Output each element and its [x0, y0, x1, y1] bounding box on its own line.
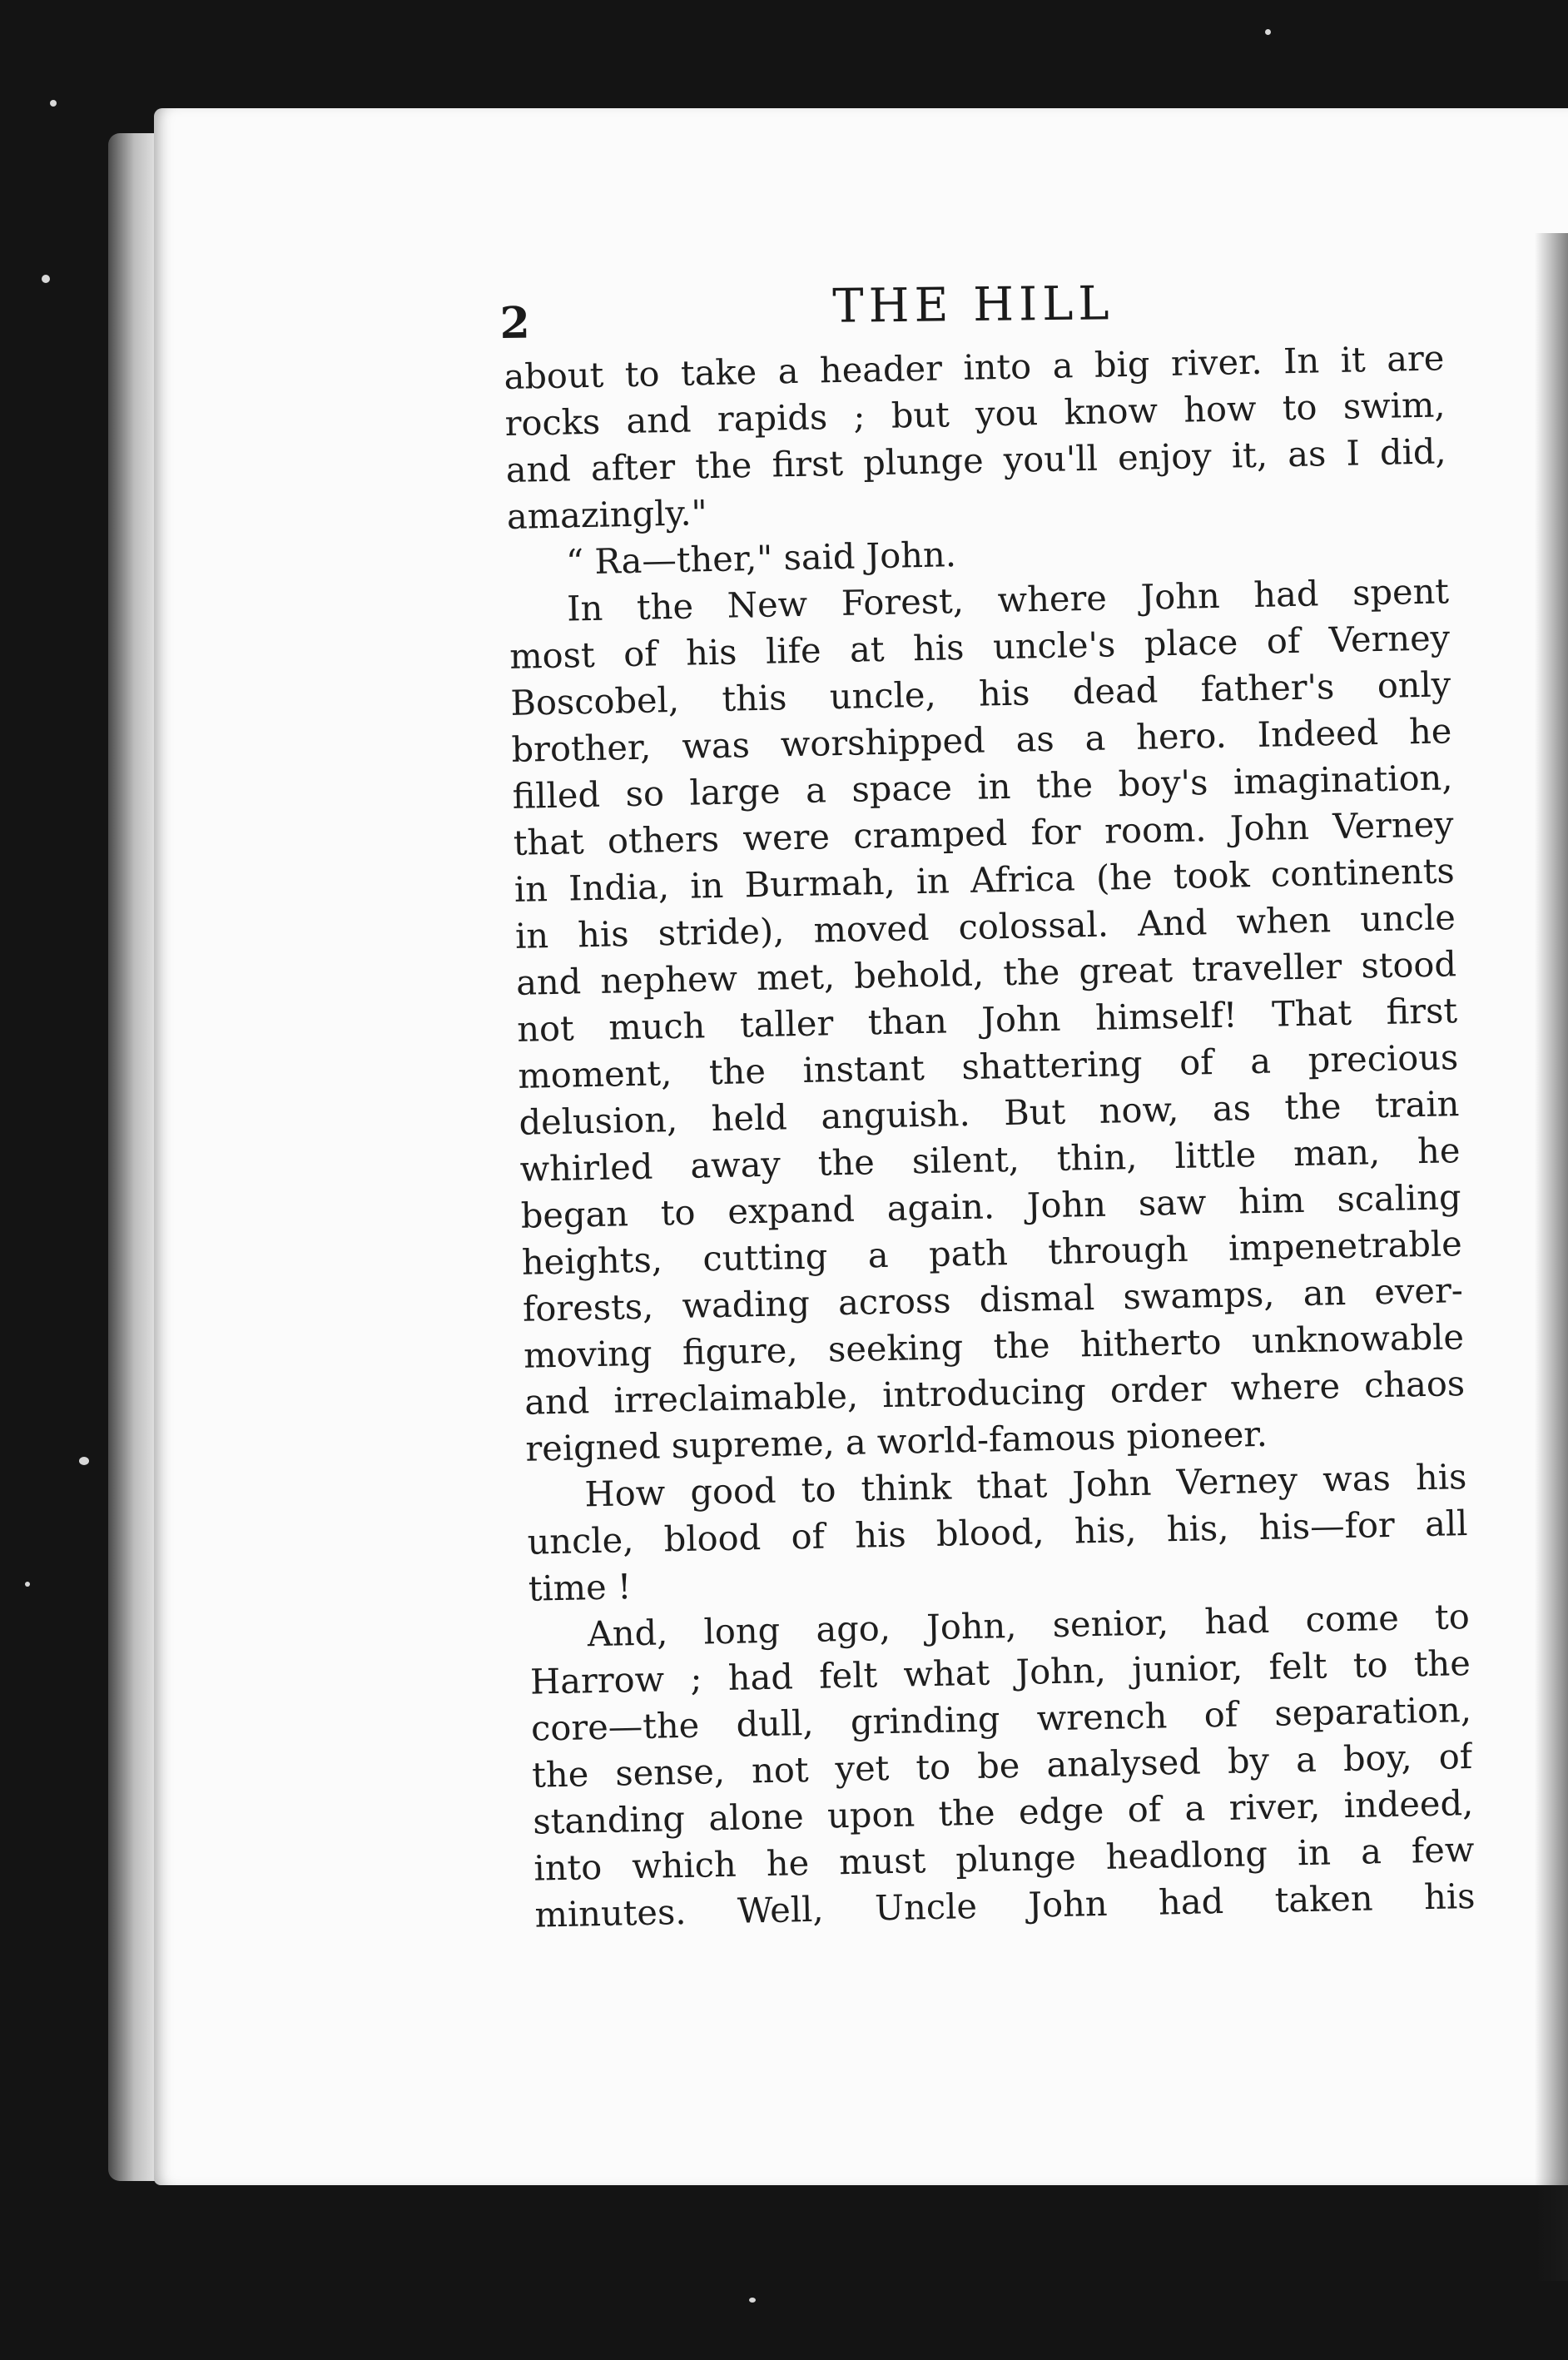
text-line: amazingly." — [506, 492, 708, 537]
text-line: Boscobel, this uncle, his dead father's only — [509, 663, 1451, 723]
text-line: moment, the instant shattering of a precious — [517, 1036, 1459, 1096]
text-line: and nephew met, behold, the great traveller stood — [515, 943, 1457, 1003]
text-line: moving figure, seeking the hitherto unknowable — [523, 1316, 1465, 1376]
text-line: the sense, not yet to be analysed by a boy, of — [531, 1735, 1473, 1796]
page-number: 2 — [499, 297, 531, 349]
body-text — [504, 335, 1476, 1938]
dust-speck — [749, 2298, 756, 2303]
running-title: THE HILL — [831, 276, 1114, 334]
text-line: that others were cramped for room. John Verney — [513, 803, 1455, 863]
text-line: “ Ra—ther," said John. — [565, 534, 957, 583]
text-line: delusion, held anguish. But now, as the train — [519, 1083, 1460, 1143]
text-line: Harrow ; had felt what John, junior, felt to the — [529, 1642, 1471, 1702]
text-line: about to take a header into a big river. In it are — [504, 337, 1445, 397]
text-line: and irreclaimable, introducing order where chaos — [523, 1363, 1466, 1423]
text-line: rocks and rapids ; but you know how to swim, — [504, 384, 1446, 444]
dust-speck — [1265, 29, 1271, 35]
text-line: core—the dull, grinding wrench of separation, — [530, 1688, 1472, 1749]
text-line: whirled away the silent, thin, little man, he — [519, 1130, 1461, 1190]
text-line: most of his life at his uncle's place of Verney — [509, 617, 1451, 677]
dust-speck — [79, 1457, 89, 1465]
text-line: uncle, blood of his blood, his, his, his—for all — [527, 1503, 1468, 1563]
text-line: filled so large a space in the boy's imagination, — [512, 757, 1453, 817]
dust-speck — [50, 100, 57, 107]
text-line: reigned supreme, a world-famous pioneer. — [524, 1413, 1268, 1469]
page-gutter-shadow — [1535, 233, 1568, 2281]
text-line: minutes. Well, Uncle John had taken his — [534, 1875, 1476, 1935]
text-line: brother, was worshipped as a hero. Indeed he — [511, 710, 1452, 770]
text-line: In the New Forest, where John had spent — [566, 570, 1450, 629]
text-line: time ! — [528, 1566, 632, 1609]
dust-speck — [42, 275, 50, 283]
text-line: began to expand again. John saw him scaling — [520, 1176, 1462, 1236]
text-line: in India, in Burmah, in Africa (he took continents — [514, 850, 1456, 910]
text-line: forests, wading across dismal swamps, an ever- — [522, 1269, 1464, 1329]
text-line: And, long ago, John, senior, had come to — [587, 1596, 1471, 1655]
text-line: into which he must plunge headlong in a few — [533, 1828, 1475, 1889]
dust-speck — [25, 1582, 30, 1587]
text-line: not much taller than John himself! That first — [516, 990, 1458, 1050]
text-line: and after the first plunge you'll enjoy it, as I did, — [505, 430, 1447, 490]
text-line: heights, cutting a path through impenetrable — [521, 1223, 1463, 1283]
text-line: standing alone upon the edge of a river, indeed, — [532, 1781, 1474, 1842]
text-line: in his stride), moved colossal. And when uncle — [514, 897, 1456, 956]
text-line: How good to think that John Verney was his — [584, 1456, 1467, 1515]
